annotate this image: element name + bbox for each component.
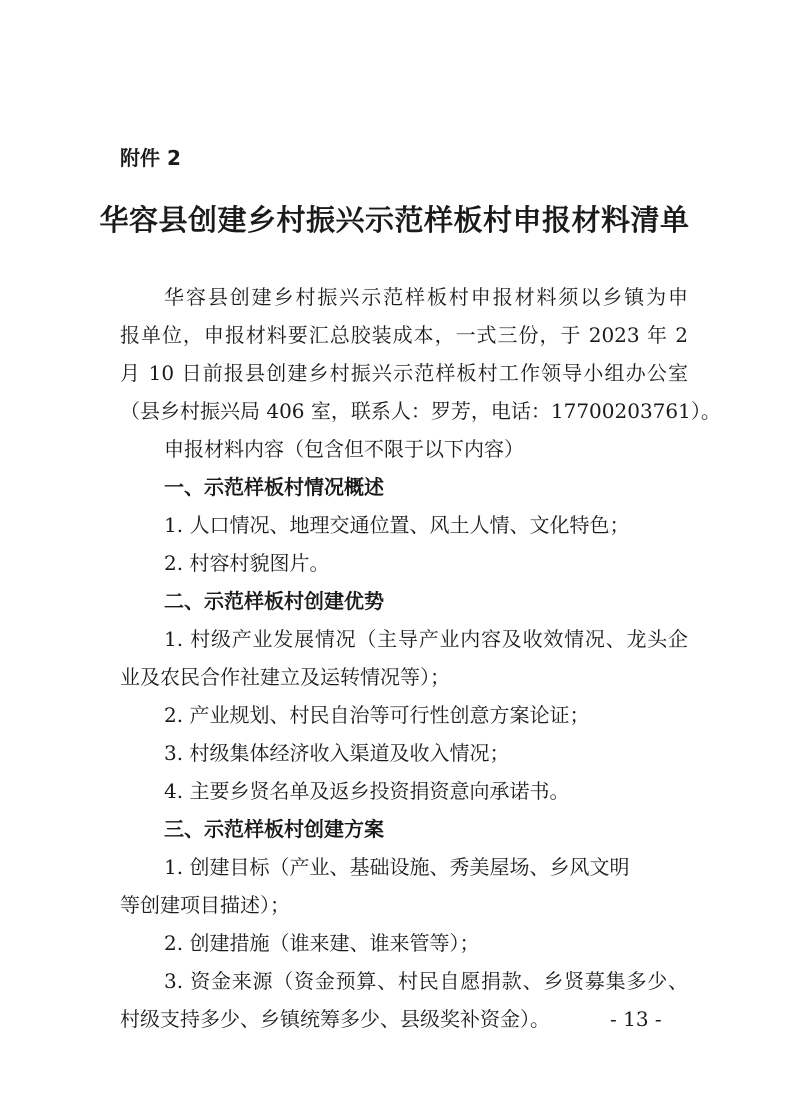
contents-label: 申报材料内容（包含但不限于以下内容） — [164, 437, 524, 461]
page-number: - 13 - — [610, 1007, 662, 1031]
list-item-continuation: 业及农民合作社建立及运转情况等）； — [120, 665, 450, 689]
list-item: 1. 人口情况、地理交通位置、风土人情、文化特色； — [164, 513, 630, 537]
intro-line: 华容县创建乡村振兴示范样板村申报材料须以乡镇为申 — [164, 285, 688, 309]
section-heading: 二、示范样板村创建优势 — [164, 589, 384, 613]
list-item: 3. 村级集体经济收入渠道及收入情况； — [164, 741, 510, 765]
intro-line: 月 10 日前报县创建乡村振兴示范样板村工作领导小组办公室 — [120, 361, 688, 385]
list-item: 2. 产业规划、村民自治等可行性创意方案论证； — [164, 703, 590, 727]
intro-line: （县乡村振兴局 406 室，联系人：罗芳，电话：17700203761）。 — [120, 399, 721, 423]
list-item: 2. 创建措施（谁来建、谁来管等）； — [164, 931, 480, 955]
list-item: 4. 主要乡贤名单及返乡投资捐资意向承诺书。 — [164, 779, 570, 803]
list-item: 3. 资金来源（资金预算、村民自愿捐款、乡贤募集多少、 — [164, 969, 688, 993]
intro-line: 报单位，申报材料要汇总胶装成本，一式三份，于 2023 年 2 — [120, 323, 688, 347]
document-title: 华容县创建乡村振兴示范样板村申报材料清单 — [99, 203, 690, 237]
list-item: 1. 村级产业发展情况（主导产业内容及收效情况、龙头企 — [164, 627, 688, 651]
list-item-continuation: 村级支持多少、乡镇统筹多少、县级奖补资金）。 — [120, 1007, 550, 1031]
section-heading: 三、示范样板村创建方案 — [164, 817, 384, 841]
section-heading: 一、示范样板村情况概述 — [164, 475, 384, 499]
list-item: 1. 创建目标（产业、基础设施、秀美屋场、乡风文明 — [164, 855, 630, 879]
list-item: 2. 村容村貌图片。 — [164, 551, 330, 575]
attachment-label: 附件 2 — [120, 146, 181, 170]
list-item-continuation: 等创建项目描述）； — [120, 893, 290, 917]
